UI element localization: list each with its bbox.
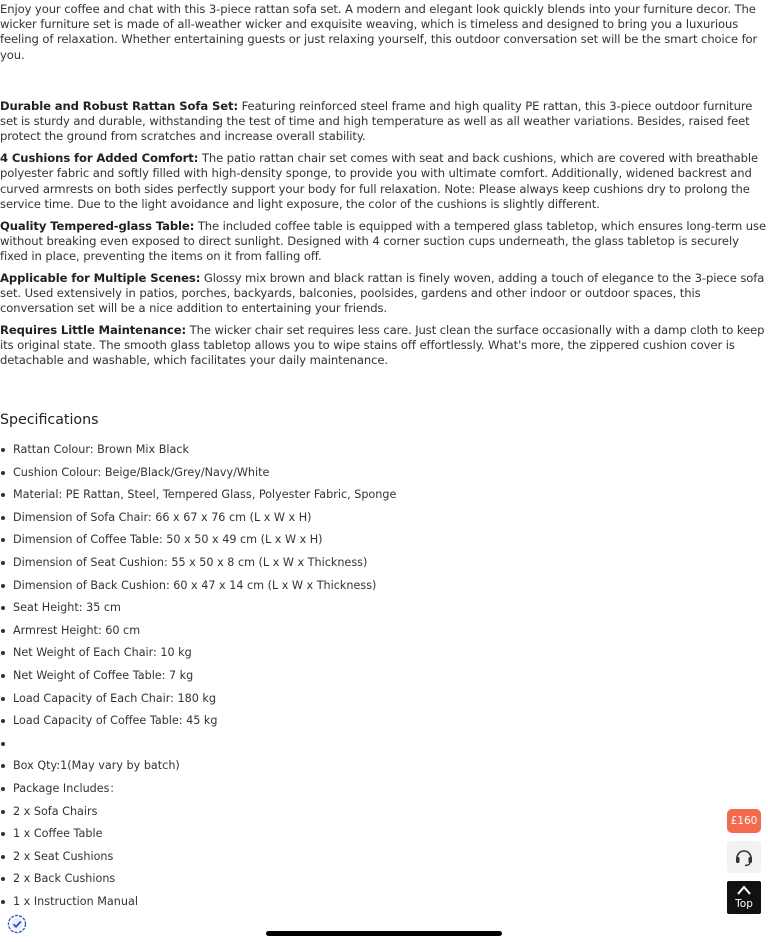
headset-icon <box>734 847 754 867</box>
bullet-icon <box>1 448 5 452</box>
bullet-icon <box>1 877 5 881</box>
chevron-up-icon <box>737 884 751 896</box>
spec-item <box>0 508 396 531</box>
bullet-icon <box>1 471 5 475</box>
coupon-button[interactable] <box>727 809 761 833</box>
feature-item <box>0 151 768 212</box>
back-to-top-button[interactable] <box>727 881 761 914</box>
bullet-icon <box>1 674 5 678</box>
feature-text: The included coffee table is equipped with a tempered glass tabletop, which ensures long-term use without breaking even exposed to direct sunlight. Designed with 4 corner suction cups underneath, the glass tabletop is securely fixed in place, preventing the items on it from falling off. <box>0 218 767 264</box>
bullet-icon <box>1 900 5 904</box>
feature-text: The wicker chair set requires less care. Just clean the surface occasionally with a damp cloth to keep its original state. The smooth glass tabletop allows you to wipe stains off effortlessly. What's more, the zippered cushion cover is detachable and washable, which facilitates your daily maintenance. <box>0 323 765 368</box>
specifications-list <box>0 440 396 914</box>
bullet-icon <box>1 697 5 701</box>
spec-item-text: Net Weight of Coffee Table: 7 kg <box>13 668 194 682</box>
spec-item <box>0 530 396 553</box>
feature-title: 4 Cushions for Added Comfort: <box>0 151 199 166</box>
bullet-icon <box>1 493 5 497</box>
feature-list <box>0 99 768 375</box>
bullet-icon <box>1 516 5 520</box>
feature-item <box>0 99 768 145</box>
spec-item-text: Dimension of Seat Cushion: 55 x 50 x 8 cm (L x W x Thickness) <box>13 555 368 569</box>
bullet-icon <box>1 538 5 542</box>
spec-item <box>0 892 396 915</box>
spec-item-text: 2 x Sofa Chairs <box>13 804 98 818</box>
verified-check-icon[interactable] <box>7 914 27 934</box>
spec-item-text: Dimension of Back Cushion: 60 x 47 x 14 cm (L x W x Thickness) <box>13 578 377 592</box>
bullet-icon <box>1 764 5 768</box>
spec-item <box>0 824 396 847</box>
bullet-icon <box>1 651 5 655</box>
feature-item <box>0 219 768 265</box>
spec-item-text: Dimension of Sofa Chair: 66 x 67 x 76 cm (L x W x H) <box>13 510 312 524</box>
spec-item <box>0 598 396 621</box>
spec-item-text: Armrest Height: 60 cm <box>13 623 141 637</box>
feature-item <box>0 271 768 317</box>
intro-paragraph: Enjoy your coffee and chat with this 3-piece rattan sofa set. A modern and elegant look quickly blends into your furniture decor. The wicker furniture set is made of all-weather wicker and exquisite weaving, which is timeless and designed to bring you a luxurious feeling of relaxation. Whether entertaining guests or just relaxing yourself, this outdoor conversation set will be the smart choice for you. <box>0 2 758 62</box>
spec-item-text: Load Capacity of Each Chair: 180 kg <box>13 691 216 705</box>
spec-item-text: Cushion Colour: Beige/Black/Grey/Navy/White <box>13 465 270 479</box>
feature-text: Glossy mix brown and black rattan is finely woven, adding a touch of elegance to the 3-piece sofa set. Used extensively in patios, porches, backyards, balconies, poolsides, gardens and other indoor or outdoor spaces, this conversation set will be a nice addition to entertaining your friends. <box>0 270 765 316</box>
feature-text: Featuring reinforced steel frame and high quality PE rattan, this 3-piece outdoor furniture set is sturdy and durable, withstanding the test of time and high temperature as well as all weather variations. Besides, raised feet protect the ground from scratches and increase overall stability. <box>0 99 753 144</box>
spec-item <box>0 553 396 576</box>
specifications-heading: Specifications <box>0 412 99 428</box>
spec-item-text: 1 x Coffee Table <box>13 827 103 841</box>
spec-item-text: Rattan Colour: Brown Mix Black <box>13 443 189 456</box>
spec-item-text: 1 x Instruction Manual <box>13 894 138 908</box>
bullet-icon <box>1 584 5 588</box>
coupon-label: £160 <box>730 815 758 827</box>
spec-item-text: Material: PE Rattan, Steel, Tempered Glass, Polyester Fabric, Sponge <box>13 488 397 502</box>
feature-title: Quality Tempered-glass Table: <box>0 218 195 233</box>
bullet-icon <box>1 742 5 746</box>
spec-item-text: Dimension of Coffee Table: 50 x 50 x 49 cm (L x W x H) <box>13 533 323 547</box>
bullet-icon <box>1 719 5 723</box>
spec-item <box>0 576 396 599</box>
spec-item-text: 2 x Seat Cushions <box>13 849 114 863</box>
spec-item <box>0 463 396 486</box>
bullet-icon <box>1 561 5 565</box>
bullet-icon <box>1 629 5 633</box>
spec-item <box>0 621 396 644</box>
spec-item <box>0 779 396 802</box>
home-indicator <box>266 931 502 936</box>
spec-item <box>0 869 396 892</box>
spec-item-text: 2 x Back Cushions <box>13 872 116 886</box>
spec-item <box>0 485 396 508</box>
spec-item <box>0 440 396 463</box>
spec-item-empty <box>0 734 396 757</box>
customer-support-button[interactable] <box>727 841 761 873</box>
bullet-icon <box>1 855 5 859</box>
spec-item-text: Package Includes： <box>13 781 121 795</box>
spec-item-text: Seat Height: 35 cm <box>13 601 121 615</box>
spec-item <box>0 802 396 825</box>
spec-item <box>0 666 396 689</box>
spec-item-text: Net Weight of Each Chair: 10 kg <box>13 646 192 660</box>
spec-item <box>0 756 396 779</box>
feature-text: The patio rattan chair set comes with seat and back cushions, which are covered with breathable polyester fabric and softly filled with high-density sponge, to provide you with ultimate comfort. Additionally, widened backrest and curved armrests on both sides perfectly support your body for full relaxation. Note: Please always keep cushions dry to prolong the service time. Due to the light avoidance and light exposure, the color of the cushions is slightly different. <box>0 151 759 211</box>
spec-item <box>0 689 396 712</box>
feature-item <box>0 323 768 369</box>
feature-title: Requires Little Maintenance: <box>0 323 187 338</box>
bullet-icon <box>1 606 5 610</box>
spec-item <box>0 711 396 734</box>
spec-item <box>0 643 396 666</box>
spec-item-text: Box Qty:1(May vary by batch) <box>13 759 180 773</box>
top-label: Top <box>735 898 753 910</box>
feature-title: Applicable for Multiple Scenes: <box>0 270 201 285</box>
spec-item <box>0 847 396 870</box>
bullet-icon <box>1 810 5 814</box>
spec-item-text: Load Capacity of Coffee Table: 45 kg <box>13 714 218 728</box>
feature-title: Durable and Robust Rattan Sofa Set: <box>0 99 238 113</box>
bullet-icon <box>1 787 5 791</box>
bullet-icon <box>1 832 5 836</box>
